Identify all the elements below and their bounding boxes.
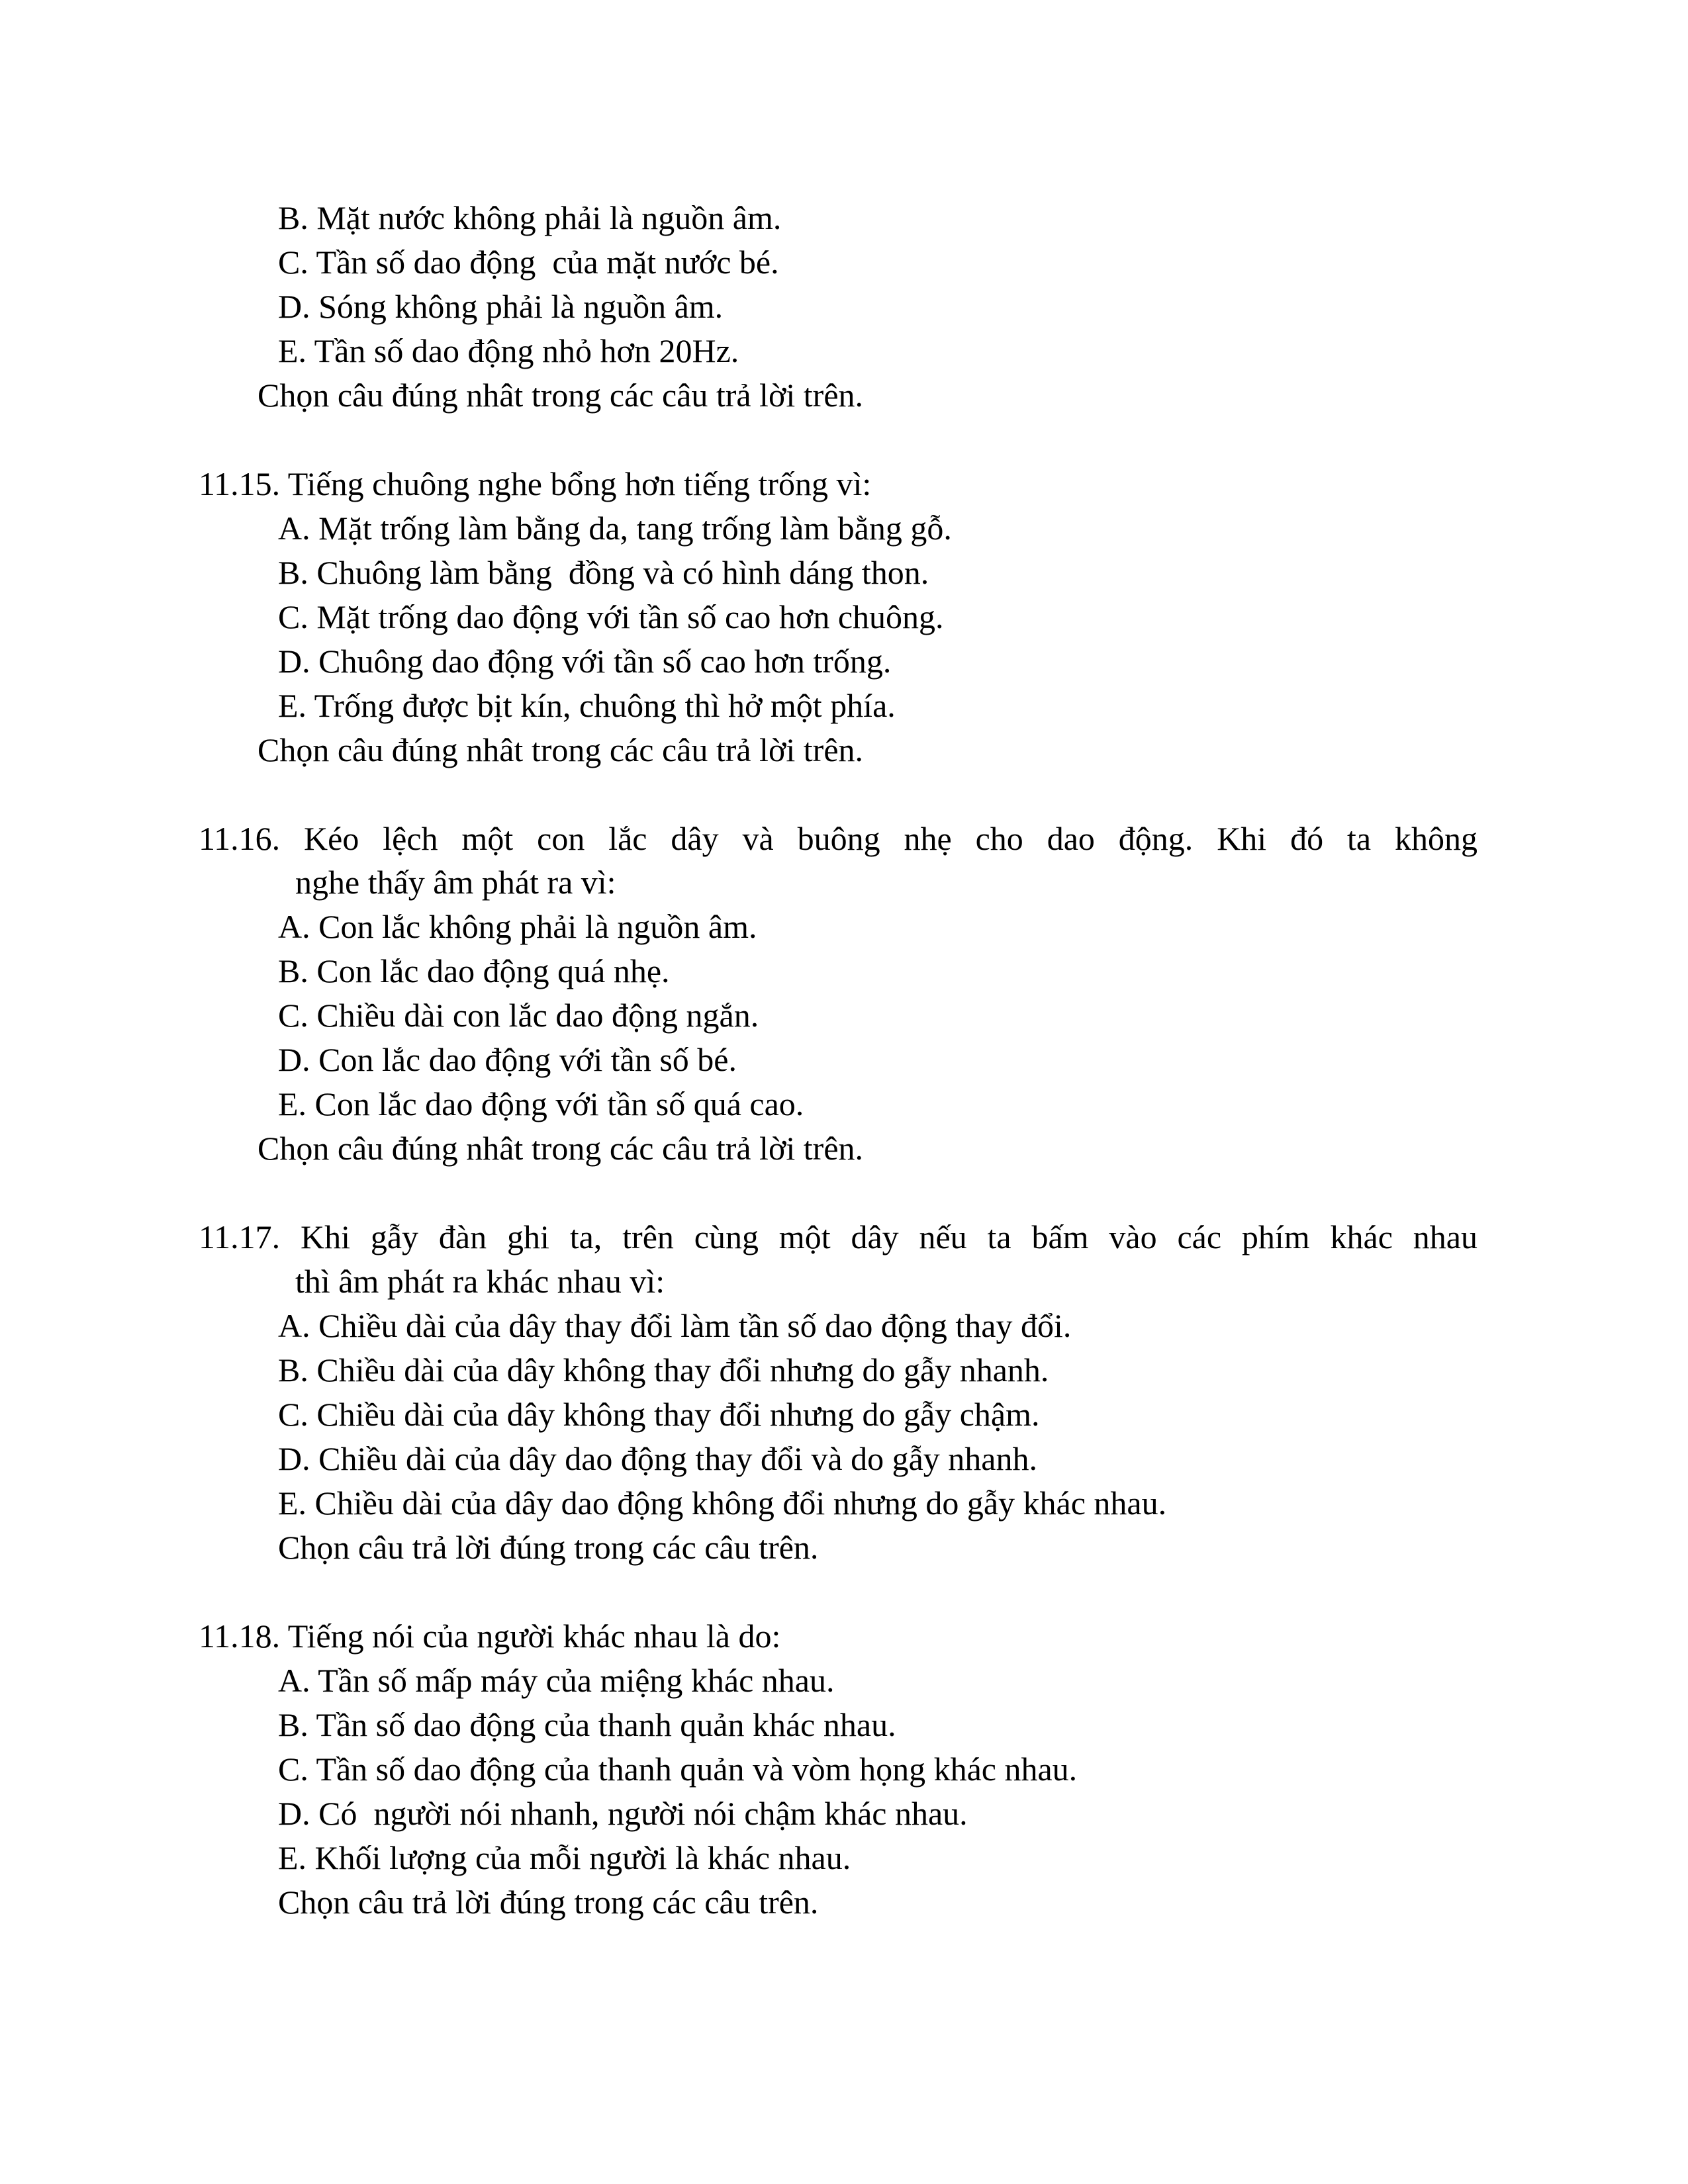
question-11-18-instruction: Chọn câu trả lời đúng trong các câu trên.: [278, 1884, 819, 1921]
question-11-15-option-d: D. Chuông dao động với tần số cao hơn trống.: [278, 643, 892, 680]
intro-option-e: E. Tần số dao động nhỏ hơn 20Hz.: [278, 332, 739, 369]
question-11-17-option-c: C. Chiều dài của dây không thay đổi nhưng do gẫy chậm.: [278, 1396, 1040, 1433]
question-11-17-option-b: B. Chiều dài của dây không thay đổi nhưng do gẫy nhanh.: [278, 1351, 1049, 1388]
intro-option-c: C. Tần số dao động của mặt nước bé.: [278, 244, 779, 281]
question-11-17-option-d: D. Chiều dài của dây dao động thay đổi và do gẫy nhanh.: [278, 1440, 1037, 1477]
question-11-16-option-a: A. Con lắc không phải là nguồn âm.: [278, 908, 757, 945]
question-11-16-option-d: D. Con lắc dao động với tần số bé.: [278, 1041, 737, 1078]
question-11-15-option-a: A. Mặt trống làm bằng da, tang trống làm bằng gỗ.: [278, 510, 952, 547]
question-11-17-option-e: E. Chiều dài của dây dao động không đổi nhưng do gẫy khác nhau.: [278, 1484, 1167, 1522]
question-11-18-option-b: B. Tần số dao động của thanh quản khác nhau.: [278, 1706, 896, 1743]
question-11-16-option-c: C. Chiều dài con lắc dao động ngắn.: [278, 997, 759, 1034]
question-11-16-option-e: E. Con lắc dao động với tần số quá cao.: [278, 1085, 804, 1122]
question-11-16-instruction: Chọn câu đúng nhât trong các câu trả lời trên.: [258, 1130, 864, 1167]
question-11-17-option-a: A. Chiều dài của dây thay đổi làm tần số dao động thay đổi.: [278, 1307, 1072, 1344]
question-11-15-option-b: B. Chuông làm bằng đồng và có hình dáng thon.: [278, 554, 929, 591]
intro-option-d: D. Sóng không phải là nguồn âm.: [278, 288, 724, 325]
question-11-18-option-c: C. Tần số dao động của thanh quản và vòm họng khác nhau.: [278, 1751, 1078, 1788]
question-11-17-stem-continued: thì âm phát ra khác nhau vì:: [295, 1263, 665, 1300]
question-11-16-stem-continued: nghe thấy âm phát ra vì:: [295, 864, 616, 901]
question-11-15-option-c: C. Mặt trống dao động với tần số cao hơn chuông.: [278, 598, 944, 635]
question-11-18-option-a: A. Tần số mấp máy của miệng khác nhau.: [278, 1662, 835, 1699]
question-11-18-stem: 11.18. Tiếng nói của người khác nhau là do:: [199, 1617, 781, 1655]
question-11-17-stem: 11.17. Khi gẫy đàn ghi ta, trên cùng một dây nếu ta bấm vào các phím khác nhau: [199, 1218, 1477, 1255]
question-11-15-stem: 11.15. Tiếng chuông nghe bổng hơn tiếng trống vì:: [199, 465, 872, 502]
intro-instruction: Chọn câu đúng nhât trong các câu trả lời trên.: [258, 377, 864, 414]
question-11-18-option-e: E. Khối lượng của mỗi người là khác nhau.: [278, 1839, 851, 1876]
question-11-18-option-d: D. Có người nói nhanh, người nói chậm khác nhau.: [278, 1795, 968, 1832]
question-11-15-instruction: Chọn câu đúng nhât trong các câu trả lời trên.: [258, 731, 864, 768]
question-11-15-option-e: E. Trống được bịt kín, chuông thì hở một phía.: [278, 687, 896, 724]
question-11-16-option-b: B. Con lắc dao động quá nhẹ.: [278, 952, 670, 989]
question-11-16-stem: 11.16. Kéo lệch một con lắc dây và buông nhẹ cho dao động. Khi đó ta không: [199, 820, 1477, 857]
question-11-17-instruction: Chọn câu trả lời đúng trong các câu trên.: [278, 1529, 819, 1566]
intro-option-b: B. Mặt nước không phải là nguồn âm.: [278, 199, 782, 236]
